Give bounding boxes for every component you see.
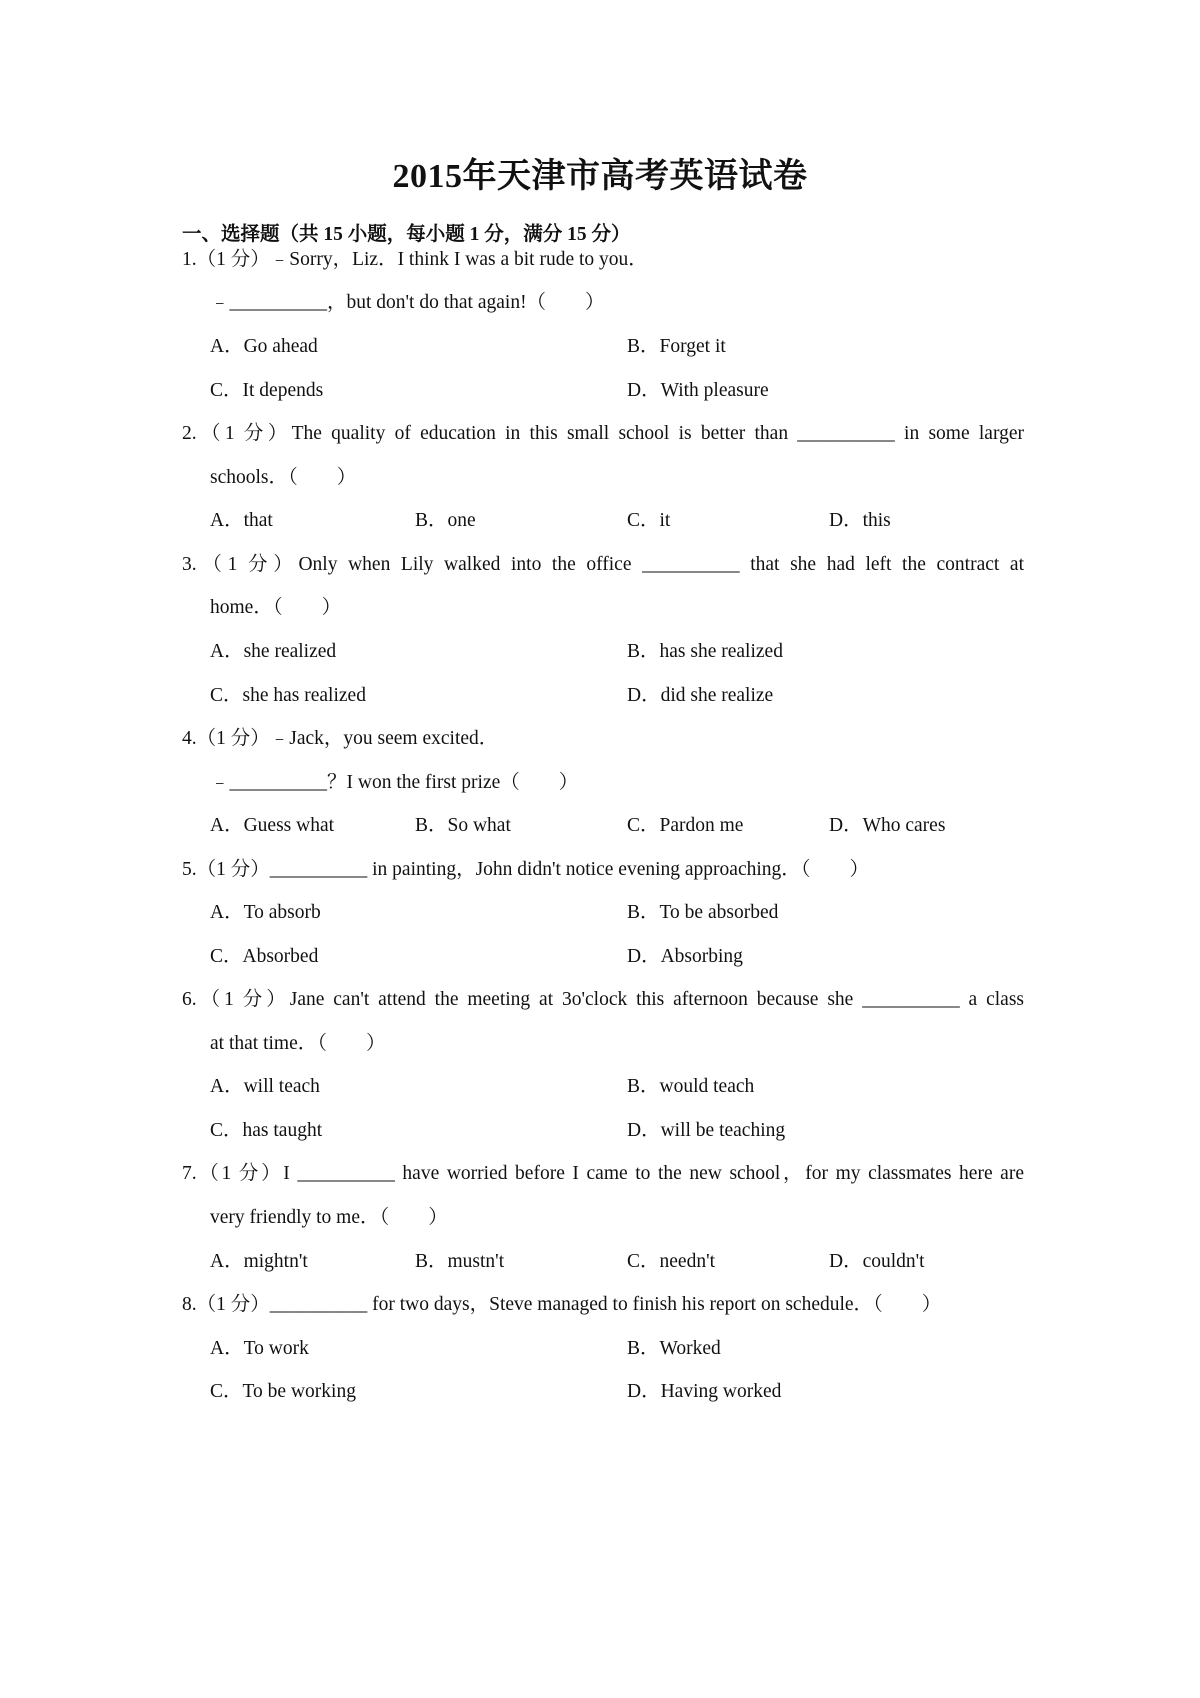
- question-3-stem-cont: home．（ ）: [210, 597, 342, 618]
- question-4-stem: 4.（1 分）﹣Jack，you seem excited．: [182, 728, 499, 749]
- question-1-stem-cont: ﹣__________，but don't do that again!（ ）: [210, 292, 605, 313]
- question-2-stem: 2.（1 分）The quality of education in this small school is better than __________ in some larger: [182, 423, 1024, 444]
- question-2-option-d: D．this: [829, 510, 891, 531]
- question-1-stem: 1.（1 分）﹣Sorry，Liz．I think I was a bit rude to you．: [182, 249, 648, 270]
- question-3-option-d: D．did she realize: [627, 685, 774, 706]
- question-5-option-b: B．To be absorbed: [627, 902, 779, 923]
- question-7-stem: 7.（1 分）I __________ have worried before I came to the new school，for my classmates here are: [182, 1163, 1024, 1184]
- question-3-option-a: A．she realized: [210, 641, 337, 662]
- question-6-option-a: A．will teach: [210, 1076, 320, 1097]
- question-7-option-c: C．needn't: [627, 1251, 715, 1272]
- question-6-stem-cont: at that time．（ ）: [210, 1033, 386, 1054]
- section-header: 一、选择题（共 15 小题，每小题 1 分，满分 15 分）: [182, 224, 631, 245]
- question-8-option-a: A．To work: [210, 1338, 309, 1359]
- question-7-option-a: A．mightn't: [210, 1251, 308, 1272]
- question-8-option-d: D．Having worked: [627, 1381, 782, 1402]
- question-2-option-a: A．that: [210, 510, 273, 531]
- question-6-option-d: D．will be teaching: [627, 1120, 786, 1141]
- question-4-option-d: D．Who cares: [829, 815, 946, 836]
- question-2-stem-cont: schools．（ ）: [210, 467, 357, 488]
- page-title: 2015年天津市高考英语试卷: [392, 158, 808, 195]
- question-5-stem: 5.（1 分）__________ in painting，John didn't notice evening approaching．（ ）: [182, 859, 870, 880]
- question-8-option-b: B．Worked: [627, 1338, 721, 1359]
- question-6-option-c: C．has taught: [210, 1120, 323, 1141]
- question-7-stem-cont: very friendly to me．（ ）: [210, 1207, 448, 1228]
- question-5-option-a: A．To absorb: [210, 902, 321, 923]
- question-7-option-b: B．mustn't: [415, 1251, 505, 1272]
- question-1-option-a: A．Go ahead: [210, 336, 318, 357]
- question-8-stem: 8.（1 分）__________ for two days，Steve managed to finish his report on schedule．（ ）: [182, 1294, 942, 1315]
- question-3-option-b: B．has she realized: [627, 641, 783, 662]
- question-2-option-b: B．one: [415, 510, 476, 531]
- question-3-option-c: C．she has realized: [210, 685, 366, 706]
- question-8-option-c: C．To be working: [210, 1381, 356, 1402]
- question-1-option-d: D．With pleasure: [627, 380, 769, 401]
- question-1-option-c: C．It depends: [210, 380, 324, 401]
- question-4-option-c: C．Pardon me: [627, 815, 744, 836]
- question-4-option-a: A．Guess what: [210, 815, 335, 836]
- question-4-stem-cont: ﹣__________？I won the first prize（ ）: [210, 772, 579, 793]
- question-3-stem: 3.（1 分）Only when Lily walked into the office __________ that she had left the contract at: [182, 554, 1024, 575]
- question-6-option-b: B．would teach: [627, 1076, 755, 1097]
- question-2-option-c: C．it: [627, 510, 671, 531]
- question-6-stem: 6.（1 分）Jane can't attend the meeting at 3o'clock this afternoon because she __________ a class: [182, 989, 1024, 1010]
- question-1-option-b: B．Forget it: [627, 336, 726, 357]
- question-5-option-d: D．Absorbing: [627, 946, 743, 967]
- question-7-option-d: D．couldn't: [829, 1251, 925, 1272]
- question-5-option-c: C．Absorbed: [210, 946, 319, 967]
- question-4-option-b: B．So what: [415, 815, 511, 836]
